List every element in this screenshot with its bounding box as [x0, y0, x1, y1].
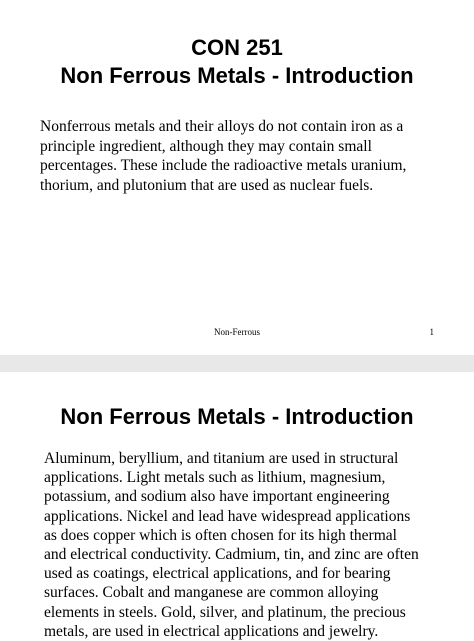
slide-divider: [0, 355, 474, 372]
slide-1-body-line: principle ingredient, although they may contain small: [40, 137, 372, 155]
slide-2-body-text: [44, 449, 419, 641]
slide-2-body-line: applications. Light metals such as lithium, magnesium,: [44, 469, 386, 487]
slide-2-body-line: metals, are used in electrical applications and jewelry.: [44, 622, 379, 640]
slide-footer-label: Non-Ferrous: [214, 327, 260, 337]
slide-2-body-line: and electrical conductivity. Cadmium, tin, and zinc are often: [44, 546, 419, 564]
slide-1-title-line-2: Non Ferrous Metals - Introduction: [60, 63, 414, 88]
slide-2-title: Non Ferrous Metals - Introduction: [60, 404, 414, 429]
slide-2-body-line: as does copper which is often chosen for its high thermal: [44, 526, 397, 544]
slide-2-body-line: surfaces. Cobalt and manganese are common alloying: [44, 584, 379, 602]
slide-2-body-line: Aluminum, beryllium, and titanium are used in structural: [44, 450, 399, 467]
slide-1-body-text: [40, 117, 406, 195]
slide-1-body-line: thorium, and plutonium that are used as nuclear fuels.: [40, 176, 374, 194]
slide-2-body-line: potassium, and sodium also have important engineering: [44, 488, 390, 506]
slide-1-title-line-1: CON 251: [191, 35, 283, 60]
slide-2-body-line: elements in steels. Gold, silver, and platinum, the precious: [44, 603, 406, 621]
slide-1-body-line: percentages. These include the radioactive metals uranium,: [40, 157, 407, 174]
page-number: 1: [429, 327, 434, 337]
slide-2-body-line: applications. Nickel and lead have widespread applications: [44, 507, 411, 525]
slide-1-body-line: Nonferrous metals and their alloys do not contain iron as a: [40, 118, 404, 135]
slide-2-body-line: used as coatings, electrical applications, and for bearing: [44, 565, 391, 583]
